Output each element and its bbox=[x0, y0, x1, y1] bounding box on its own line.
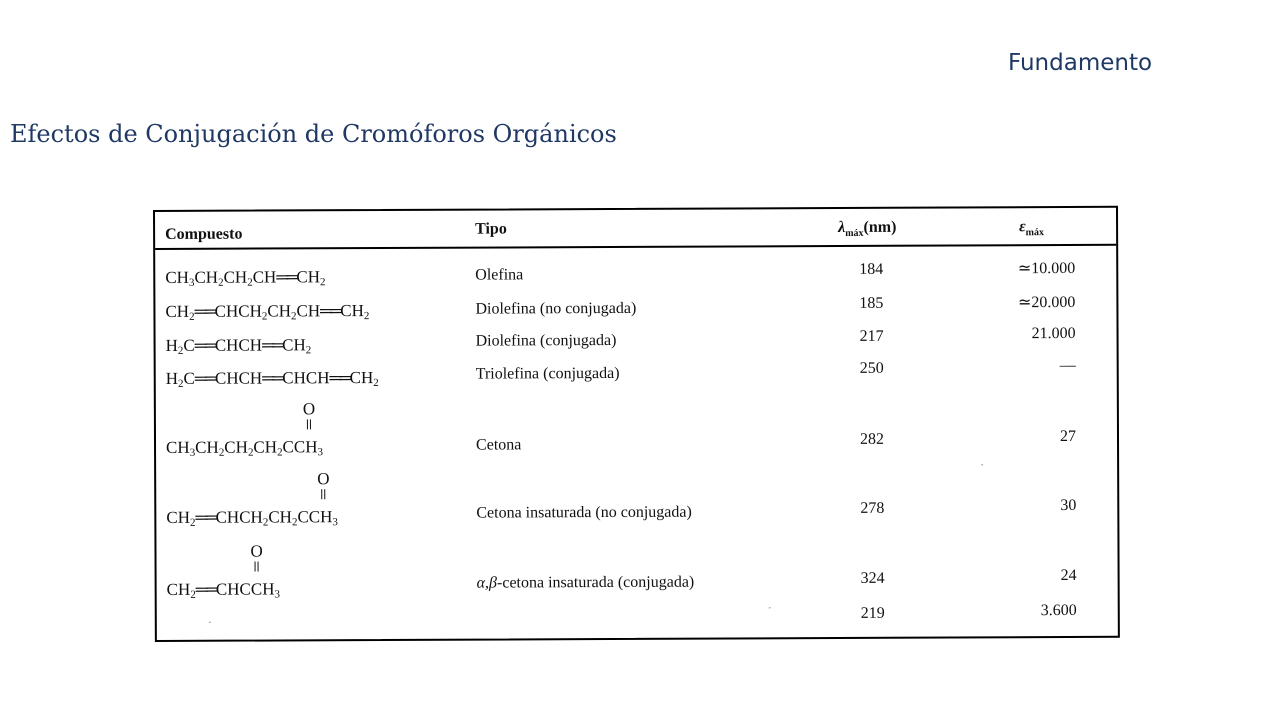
carbonyl-oxygen: O bbox=[250, 541, 263, 561]
row-epsilon: ≃20.000 bbox=[1017, 293, 1076, 312]
section-label: Fundamento bbox=[1008, 50, 1153, 76]
uv-absorption-table bbox=[153, 206, 1120, 642]
carbonyl-double-bond bbox=[321, 489, 325, 499]
row-lambda: 282 bbox=[859, 430, 885, 448]
column-header-epsilon bbox=[1019, 218, 1044, 238]
slide-title: Efectos de Conjugación de Cromóforos Orgánicos bbox=[10, 120, 617, 148]
row-lambda: 278 bbox=[860, 499, 885, 517]
lambda-unit: (nm) bbox=[863, 218, 897, 236]
carbonyl-oxygen: O bbox=[317, 469, 330, 489]
row-type bbox=[477, 574, 695, 593]
row-epsilon: 24 bbox=[1060, 566, 1077, 585]
row-lambda: 324 bbox=[860, 569, 885, 587]
row-type: Olefina bbox=[475, 266, 524, 284]
row-lambda: 185 bbox=[859, 294, 884, 312]
compound-formula: $CH_2══CHCH_2CH_2CH══CH_2$ bbox=[165, 301, 370, 323]
lambda-subscript: máx bbox=[845, 227, 864, 239]
row-epsilon: 21.000 bbox=[1031, 324, 1076, 343]
epsilon-symbol: ε bbox=[1019, 218, 1026, 236]
compound-formula: $H_2C══CHCH══CH_2$ bbox=[165, 335, 312, 357]
carbonyl-double-bond bbox=[307, 419, 311, 429]
row-type-text: -cetona insaturada (conjugada) bbox=[496, 573, 695, 592]
lambda-symbol: λ bbox=[838, 218, 846, 237]
row-epsilon: 27 bbox=[1059, 427, 1077, 446]
column-header-lambda bbox=[838, 219, 896, 239]
compound-formula: $CH_3CH_2CH_2CH_2CCH_3$ bbox=[165, 437, 324, 459]
scan-speck bbox=[769, 607, 771, 608]
row-epsilon: 3.600 bbox=[1040, 601, 1077, 620]
row-epsilon: — bbox=[1059, 356, 1076, 375]
compound-formula: $CH_2══CHCCH_3$ bbox=[166, 579, 281, 601]
row-type: Triolefina (conjugada) bbox=[475, 364, 620, 383]
column-header-compound: Compuesto bbox=[165, 225, 243, 243]
row-type: Diolefina (conjugada) bbox=[475, 331, 617, 350]
row-type: Cetona insaturada (no conjugada) bbox=[476, 503, 692, 522]
compound-formula: $H_2C══CHCH══CHCH══CH_2$ bbox=[165, 368, 379, 390]
carbonyl-oxygen: O bbox=[302, 399, 316, 419]
scan-speck bbox=[981, 464, 983, 465]
alpha-beta-prefix: α,β bbox=[476, 574, 498, 592]
row-epsilon: ≃10.000 bbox=[1017, 259, 1076, 278]
epsilon-subscript: máx bbox=[1025, 227, 1045, 239]
row-type: Cetona bbox=[475, 436, 522, 454]
column-header-type: Tipo bbox=[475, 220, 507, 238]
compound-formula: $CH_3CH_2CH_2CH══CH_2$ bbox=[165, 267, 326, 289]
row-epsilon: 30 bbox=[1060, 496, 1077, 515]
row-lambda: 217 bbox=[859, 327, 884, 345]
row-lambda: 219 bbox=[860, 604, 885, 622]
compound-formula: $CH_2══CHCH_2CH_2CCH_3$ bbox=[166, 507, 338, 529]
carbonyl-double-bond bbox=[255, 562, 259, 572]
row-lambda: 184 bbox=[859, 260, 884, 278]
header-rule bbox=[155, 244, 1116, 250]
row-lambda: 250 bbox=[859, 359, 884, 377]
row-type: Diolefina (no conjugada) bbox=[475, 299, 637, 318]
scan-speck bbox=[209, 622, 211, 623]
